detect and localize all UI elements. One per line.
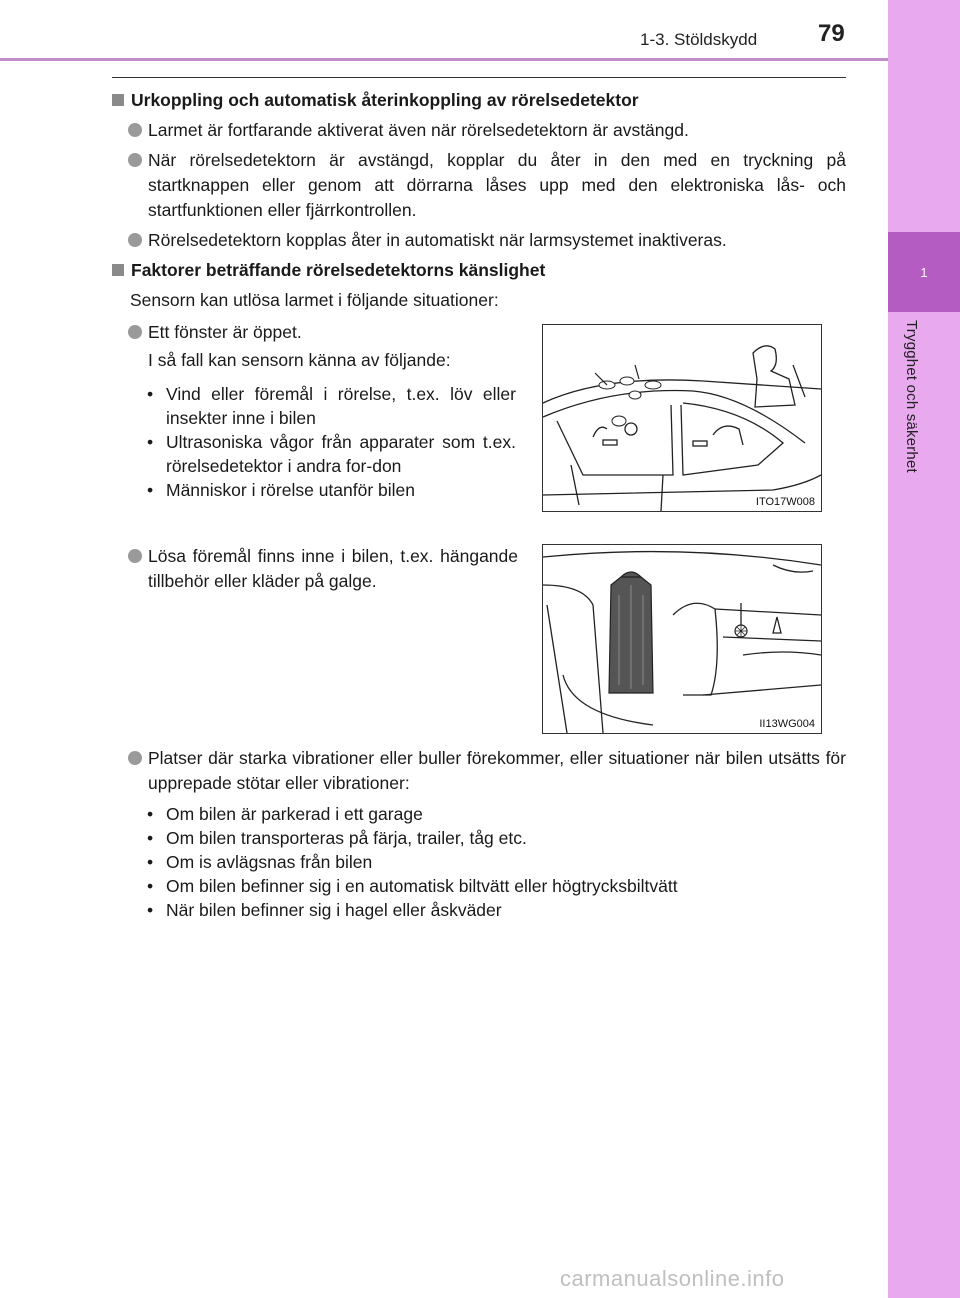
- circle-bullet-icon: [128, 233, 142, 247]
- section1-bullet-2: När rörelsedetektorn är avstängd, kopplar du åter in den med en tryckning på startknappen eller genom att dörrarna låses upp med den elektroniska lås- och startfunktionen eller fjärrkontrollen.: [128, 148, 846, 223]
- square-bullet-icon: [112, 264, 124, 276]
- circle-bullet-icon: [128, 751, 142, 765]
- chapter-title: Trygghet och säkerhet: [903, 320, 920, 473]
- item3-sublist: [146, 802, 836, 922]
- list-item: • Vind eller föremål i rörelse, t.ex. löv eller insekter inne i bilen: [146, 382, 516, 430]
- circle-bullet-icon: [128, 549, 142, 563]
- circle-bullet-icon: [128, 325, 142, 339]
- figure-id: ITO17W008: [755, 496, 815, 508]
- item1-bullet: Ett fönster är öppet.: [128, 320, 518, 345]
- header-section-title: 1-3. Stöldskydd: [640, 30, 758, 49]
- item3-bullet: Platser där starka vibrationer eller buller förekommer, eller situationer när bilen utsätts för upprepade stötar eller vibrationer:: [128, 746, 846, 796]
- figure-id: II13WG004: [759, 718, 815, 730]
- list-item: • Människor i rörelse utanför bilen: [146, 478, 516, 502]
- square-bullet-icon: [112, 94, 124, 106]
- car-open-window-illustration: [543, 325, 821, 511]
- side-tab: [888, 0, 960, 1298]
- list-item: • Om bilen är parkerad i ett garage: [146, 802, 836, 826]
- section1-bullet-1: Larmet är fortfarande aktiverat även när rörelsedetektorn är avstängd.: [128, 118, 846, 143]
- section1-heading: Urkoppling och automatisk återinkoppling av rörelsedetektor: [112, 90, 639, 111]
- section1-bullet-3: Rörelsedetektorn kopplas åter in automatiskt när larmsystemet inaktiveras.: [128, 228, 846, 253]
- list-item: • Om is avlägsnas från bilen: [146, 850, 836, 874]
- section-rule: [112, 77, 846, 78]
- list-item: • När bilen befinner sig i hagel eller åskväder: [146, 898, 836, 922]
- chapter-number-tab[interactable]: [888, 232, 960, 312]
- circle-bullet-icon: [128, 153, 142, 167]
- chapter-number: 1: [920, 264, 928, 280]
- header-divider: [0, 58, 888, 61]
- list-item: • Ultrasoniska vågor från apparater som t.ex. rörelsedetektor i andra for-don: [146, 430, 516, 478]
- figure-car-interior: [542, 544, 822, 734]
- section2-heading: Faktorer beträffande rörelsedetektorns känslighet: [112, 260, 545, 281]
- page-number: 79: [818, 20, 845, 47]
- watermark: carmanualsonline.info: [560, 1266, 785, 1291]
- list-item: • Om bilen befinner sig i en automatisk biltvätt eller högtrycksbiltvätt: [146, 874, 836, 898]
- item1-sublist: [146, 382, 516, 502]
- item2-bullet: Lösa föremål finns inne i bilen, t.ex. hängande tillbehör eller kläder på galge.: [128, 544, 518, 594]
- section2-intro: Sensorn kan utlösa larmet i följande situationer:: [130, 290, 499, 310]
- list-item: • Om bilen transporteras på färja, trailer, tåg etc.: [146, 826, 836, 850]
- item1-lead: I så fall kan sensorn känna av följande:: [148, 350, 451, 370]
- circle-bullet-icon: [128, 123, 142, 137]
- figure-car-window: [542, 324, 822, 512]
- car-interior-hanger-illustration: [543, 545, 821, 733]
